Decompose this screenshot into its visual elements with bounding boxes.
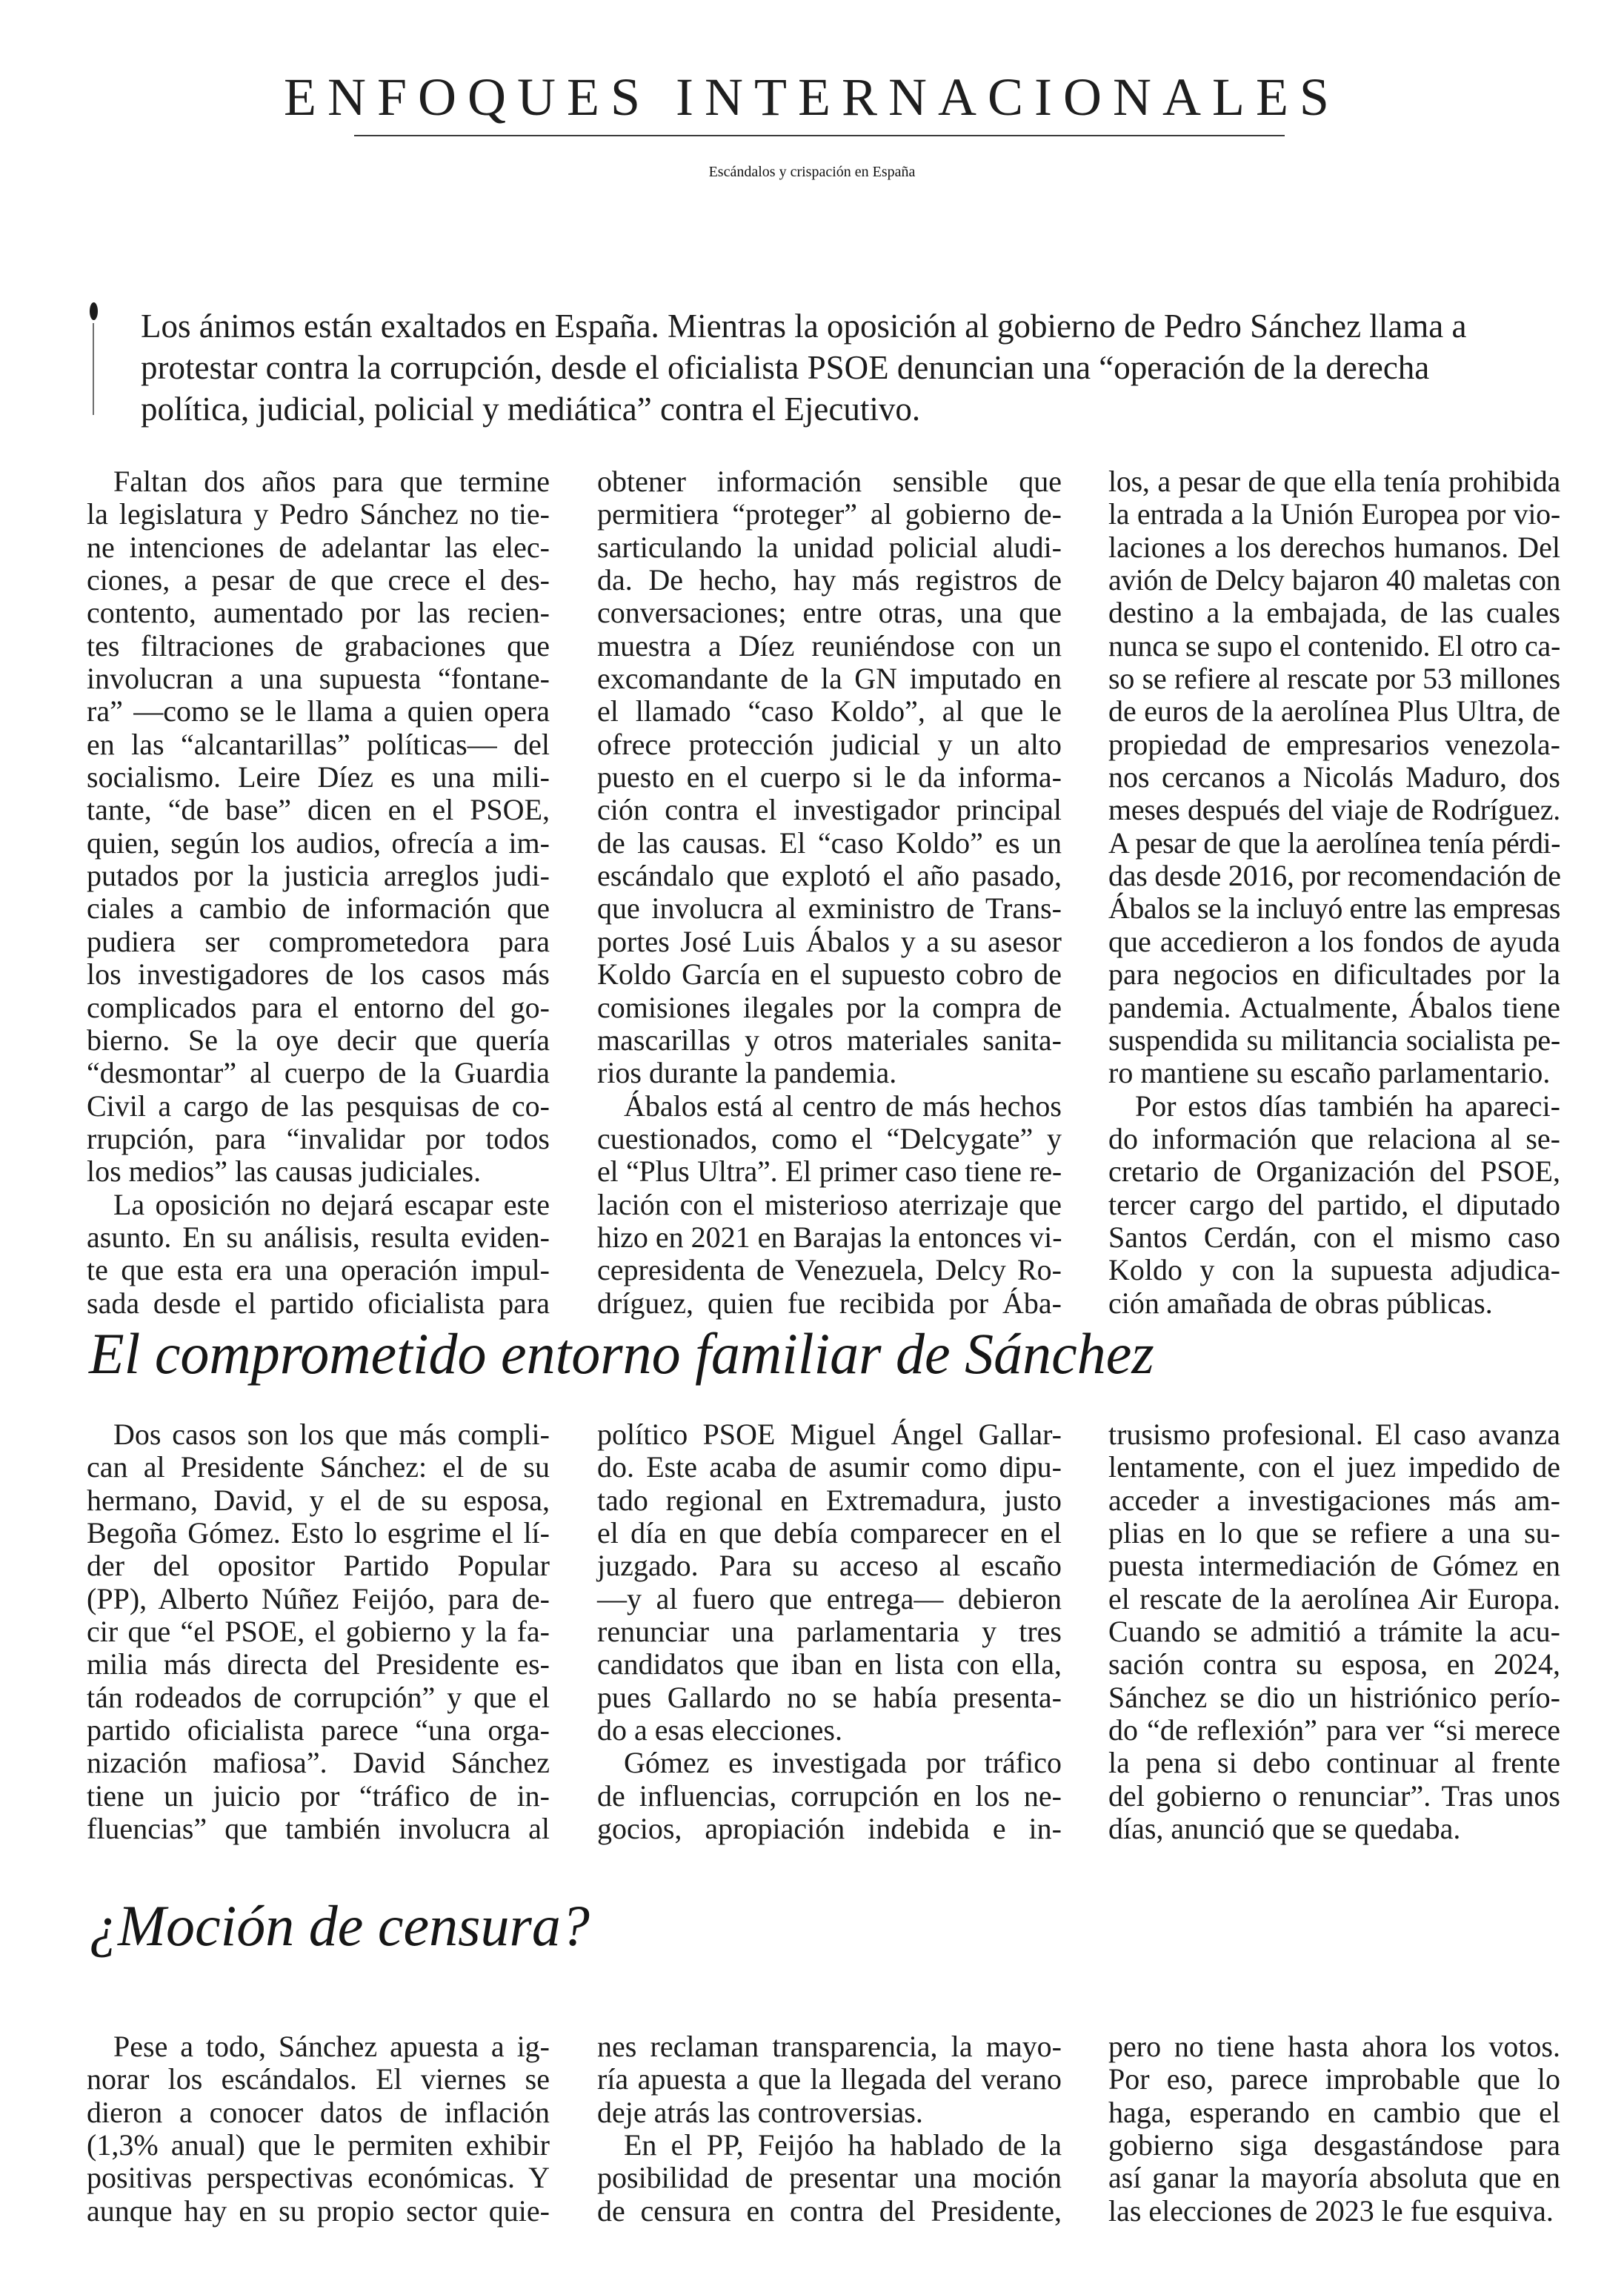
text-line: “desmontar” al cuerpo de la Guardia [87, 1056, 550, 1090]
text-line: Civil a cargo de las pesquisas de co- [87, 1089, 550, 1123]
paragraph [597, 465, 1062, 1090]
text-line: Por eso, parece improbable que lo [1108, 2062, 1560, 2096]
text-line: suspendida su militancia socialista pe- [1108, 1023, 1560, 1057]
text-line: deje atrás las controversias. [597, 2095, 923, 2129]
paragraph [597, 1090, 1062, 1320]
text-line: el día en que debía comparecer en el [597, 1516, 1062, 1550]
text-line: so se refiere al rescate por 53 millones [1108, 662, 1560, 696]
lead-marker-icon [90, 302, 97, 415]
article-column-2 [597, 1418, 1062, 1845]
paragraph [1108, 1090, 1560, 1320]
text-line: portes José Luis Ábalos y a su asesor [597, 924, 1062, 958]
text-line: do información que relaciona al se- [1108, 1121, 1560, 1155]
text-line: tado regional en Extremadura, justo [597, 1483, 1062, 1517]
text-line: hizo en 2021 en Barajas la entonces vi- [597, 1220, 1062, 1254]
text-line: político PSOE Miguel Ángel Gallar- [597, 1418, 1062, 1451]
text-line: aunque hay en su propio sector quie- [87, 2193, 550, 2228]
text-line: rios durante la pandemia. [597, 1056, 897, 1090]
text-line: nización mafiosa”. David Sánchez [87, 1746, 550, 1780]
text-line: de las causas. El “caso Koldo” es un [597, 826, 1062, 860]
text-line: sarticulando la unidad policial aludi- [597, 530, 1062, 564]
text-line: los, a pesar de que ella tenía prohibida [1108, 465, 1560, 498]
text-line: Koldo y con la supuesta adjudica- [1108, 1253, 1560, 1287]
text-line: lentamente, con el juez impedido de [1108, 1450, 1560, 1484]
paragraph [597, 1747, 1062, 1845]
text-line: destino a la embajada, de las cuales [1108, 596, 1560, 630]
text-line: partido oficialista parece “una orga- [87, 1713, 550, 1747]
paragraph [87, 1418, 550, 1845]
text-line: puesto en el cuerpo si le da informa- [597, 760, 1062, 794]
text-line: así ganar la mayoría absoluta que en [1108, 2161, 1560, 2195]
text-line: ra” —como se le llama a quien opera [87, 694, 550, 728]
text-line: tante, “de base” dicen en el PSOE, [87, 793, 550, 827]
text-line: los investigadores de los casos más [87, 957, 550, 991]
text-line: cretario de Organización del PSOE, [1108, 1155, 1560, 1189]
text-line: la entrada a la Unión Europea por vio- [1108, 497, 1560, 531]
text-line: rrupción, para “invalidar por todos [87, 1121, 550, 1155]
text-line: positivas perspectivas económicas. Y [87, 2161, 550, 2195]
text-line: Santos Cerdán, con el mismo caso [1108, 1220, 1560, 1254]
text-line: pues Gallardo no se había presenta- [597, 1680, 1062, 1714]
article-column-3 [1108, 465, 1560, 1320]
headline: Escándalos y crispación en España [708, 164, 916, 180]
text-line: haga, esperando en cambio que el [1108, 2095, 1560, 2129]
text-line: de censura en contra del Presidente, [597, 2193, 1062, 2228]
text-line: obtener información sensible que [597, 465, 1062, 498]
text-line: bierno. Se la oye decir que quería [87, 1023, 550, 1057]
text-line: La oposición no dejará escapar este [113, 1187, 550, 1221]
text-line: Ábalos está al centro de más hechos [624, 1089, 1062, 1123]
text-line: que involucra al exministro de Trans- [597, 891, 1062, 926]
text-line: candidatos que iban en lista con ella, [597, 1647, 1062, 1681]
paragraph [87, 1189, 550, 1320]
text-line: avión de Delcy bajaron 40 maletas con [1108, 563, 1560, 597]
text-line: el “Plus Ultra”. El primer caso tiene re- [597, 1155, 1062, 1189]
text-line: lación con el misterioso aterrizaje que [597, 1187, 1062, 1221]
text-line: para negocios en dificultades por la [1108, 957, 1560, 991]
text-line: putados por la justicia arreglos judi- [87, 859, 550, 893]
text-line: días, anunció que se quedaba. [1108, 1812, 1461, 1846]
text-line: tes filtraciones de grabaciones que [87, 628, 550, 662]
text-line: de influencias, corrupción en los ne- [597, 1778, 1062, 1813]
text-line: gobierno siga desgastándose para [1108, 2128, 1560, 2162]
text-line: laciones a los derechos humanos. Del [1108, 530, 1560, 564]
text-line: pudiera ser comprometedora para [87, 924, 550, 958]
text-line: do a esas elecciones. [597, 1713, 842, 1747]
text-line: Gómez es investigada por tráfico [624, 1746, 1062, 1780]
text-line: ción contra el investigador principal [597, 793, 1062, 827]
article-column-1 [87, 1418, 550, 1845]
paragraph [87, 2030, 550, 2228]
text-line: plias en lo que se refiere a una su- [1108, 1516, 1560, 1550]
text-line: cir que “el PSOE, el gobierno y la fa- [87, 1615, 550, 1649]
text-line: Por estos días también ha apareci- [1135, 1089, 1560, 1123]
paragraph [1108, 2030, 1560, 2228]
text-line: Begoña Gómez. Esto lo esgrime el lí- [87, 1516, 550, 1550]
lead-line: política, judicial, policial y mediática” contra el Ejecutivo. [141, 391, 921, 428]
article-column-1 [87, 2030, 550, 2228]
text-line: Pese a todo, Sánchez apuesta a ig- [113, 2030, 550, 2063]
article-column-3 [1108, 2030, 1560, 2228]
text-line: (PP), Alberto Núñez Feijóo, para de- [87, 1581, 550, 1615]
text-line: te que esta era una operación impul- [87, 1253, 550, 1287]
text-line: Sánchez se dio un histriónico perío- [1108, 1680, 1560, 1714]
text-line: meses después del viaje de Rodríguez. [1108, 793, 1560, 827]
paragraph [1108, 1418, 1560, 1845]
text-line: ciones, a pesar de que crece el des- [87, 563, 550, 597]
text-line: contento, aumentado por las recien- [87, 596, 550, 630]
text-line: la pena si debo continuar al frente [1108, 1746, 1560, 1780]
text-line: Cuando se admitió a trámite la acu- [1108, 1615, 1560, 1649]
text-line: posibilidad de presentar una moción [597, 2161, 1062, 2195]
text-line: (1,3% anual) que le permiten exhibir [87, 2128, 550, 2162]
text-line: milia más directa del Presidente es- [87, 1647, 550, 1681]
text-line: escándalo que explotó el año pasado, [597, 859, 1062, 893]
text-line: acceder a investigaciones más am- [1108, 1483, 1560, 1517]
text-line: ne intenciones de adelantar las elec- [87, 530, 550, 564]
section-label-rule [354, 135, 1285, 136]
text-line: gocios, apropiación indebida e in- [597, 1812, 1062, 1846]
text-line: comisiones ilegales por la compra de [597, 990, 1062, 1024]
text-line: da. De hecho, hay más registros de [597, 563, 1062, 597]
text-line: socialismo. Leire Díez es una mili- [87, 760, 550, 794]
text-line: pandemia. Actualmente, Ábalos tiene [1108, 990, 1560, 1024]
text-line: hermano, David, y el de su esposa, [87, 1483, 550, 1517]
text-line: trusismo profesional. El caso avanza [1108, 1418, 1560, 1451]
text-line: Faltan dos años para que termine [113, 465, 550, 498]
text-line: En el PP, Feijóo ha hablado de la [624, 2128, 1062, 2162]
subhead-family: El comprometido entorno familiar de Sánchez [89, 1321, 1154, 1386]
text-line: Ábalos se la incluyó entre las empresas [1108, 891, 1560, 926]
text-line: propiedad de empresarios venezola- [1108, 727, 1560, 761]
text-line: excomandante de la GN imputado en [597, 662, 1062, 696]
text-line: involucran a una supuesta “fontane- [87, 662, 550, 696]
text-line: fluencias” que también involucra al [87, 1812, 550, 1846]
text-line: das desde 2016, por recomendación de [1108, 859, 1561, 893]
lead-line: Los ánimos están exaltados en España. Mientras la oposición al gobierno de Pedro Sánchez llama a [141, 308, 1467, 345]
text-line: cepresidenta de Venezuela, Delcy Ro- [597, 1253, 1062, 1287]
text-line: tercer cargo del partido, el diputado [1108, 1187, 1560, 1221]
lead-paragraph [141, 305, 1560, 430]
text-line: do. Este acaba de asumir como dipu- [597, 1450, 1062, 1484]
text-line: quien, según los audios, ofrecía a im- [87, 826, 550, 860]
paragraph [597, 1418, 1062, 1747]
lead-marker-bar [93, 323, 94, 415]
text-line: mascarillas y otros materiales sanita- [597, 1023, 1062, 1057]
text-line: dríguez, quien fue recibida por Ába- [597, 1286, 1062, 1320]
text-line: de euros de la aerolínea Plus Ultra, de [1108, 694, 1560, 728]
text-line: muestra a Díez reuniéndose con un [597, 628, 1062, 662]
text-line: pero no tiene hasta ahora los votos. [1108, 2030, 1560, 2063]
text-line: las elecciones de 2023 le fue esquiva. [1108, 2193, 1554, 2228]
text-line: el rescate de la aerolínea Air Europa. [1108, 1581, 1560, 1615]
section-label: ENFOQUES INTERNACIONALES [284, 67, 1340, 127]
text-line: del gobierno o renunciar”. Tras unos [1108, 1778, 1560, 1813]
text-line: la legislatura y Pedro Sánchez no tie- [87, 497, 550, 531]
text-line: tán rodeados de corrupción” y que el [87, 1680, 550, 1714]
text-line: ofrece protección judicial y un alto [597, 727, 1062, 761]
article-column-2 [597, 465, 1062, 1320]
text-line: en las “alcantarillas” políticas— del [87, 727, 550, 761]
text-line: juzgado. Para su acceso al escaño [597, 1549, 1062, 1583]
text-line: do “de reflexión” para ver “si merece [1108, 1713, 1560, 1747]
text-line: nes reclaman transparencia, la mayo- [597, 2030, 1062, 2063]
text-line: que accedieron a los fondos de ayuda [1108, 924, 1560, 958]
text-line: sada desde el partido oficialista para [87, 1286, 550, 1320]
article-column-1 [87, 465, 550, 1320]
text-line: ro mantiene su escaño parlamentario. [1108, 1056, 1551, 1090]
text-line: conversaciones; entre otras, una que [597, 596, 1062, 630]
text-line: ría apuesta a que la llegada del verano [597, 2062, 1062, 2096]
text-line: cuestionados, como el “Delcygate” y [597, 1121, 1062, 1155]
article-column-3 [1108, 1418, 1560, 1845]
text-line: complicados para el entorno del go- [87, 990, 550, 1024]
text-line: sación contra su esposa, en 2024, [1108, 1647, 1560, 1681]
text-line: ción amañada de obras públicas. [1108, 1286, 1493, 1320]
lead-marker-dot [90, 302, 98, 320]
text-line: asunto. En su análisis, resulta eviden- [87, 1220, 550, 1254]
text-line: ciales a cambio de información que [87, 891, 550, 926]
text-line: el llamado “caso Koldo”, al que le [597, 694, 1062, 728]
text-line: can al Presidente Sánchez: el de su [87, 1450, 550, 1484]
text-line: der del opositor Partido Popular [87, 1549, 550, 1583]
text-line: A pesar de que la aerolínea tenía pérdi- [1108, 826, 1560, 860]
paragraph [597, 2129, 1062, 2228]
text-line: nos cercanos a Nicolás Maduro, dos [1108, 760, 1560, 794]
text-line: los medios” las causas judiciales. [87, 1155, 482, 1189]
text-line: puesta intermediación de Gómez en [1108, 1549, 1560, 1583]
paragraph [597, 2030, 1062, 2129]
text-line: tiene un juicio por “tráfico de in- [87, 1778, 550, 1813]
subhead-censure: ¿Moción de censura? [89, 1893, 590, 1958]
text-line: dieron a conocer datos de inflación [87, 2095, 550, 2129]
lead-line: protestar contra la corrupción, desde el oficialista PSOE denuncian una “operación de la derecha [141, 349, 1430, 386]
text-line: Dos casos son los que más compli- [113, 1418, 550, 1451]
article-column-2 [597, 2030, 1062, 2228]
text-line: norar los escándalos. El viernes se [87, 2062, 550, 2096]
text-line: nunca se supo el contenido. El otro ca- [1108, 628, 1561, 662]
paragraph [1108, 465, 1560, 1090]
text-line: renunciar una parlamentaria y tres [597, 1615, 1062, 1649]
text-line: Koldo García en el supuesto cobro de [597, 957, 1062, 991]
paragraph [87, 465, 550, 1189]
text-line: permitiera “proteger” al gobierno de- [597, 497, 1062, 531]
text-line: —y al fuero que entrega— debieron [597, 1581, 1062, 1615]
